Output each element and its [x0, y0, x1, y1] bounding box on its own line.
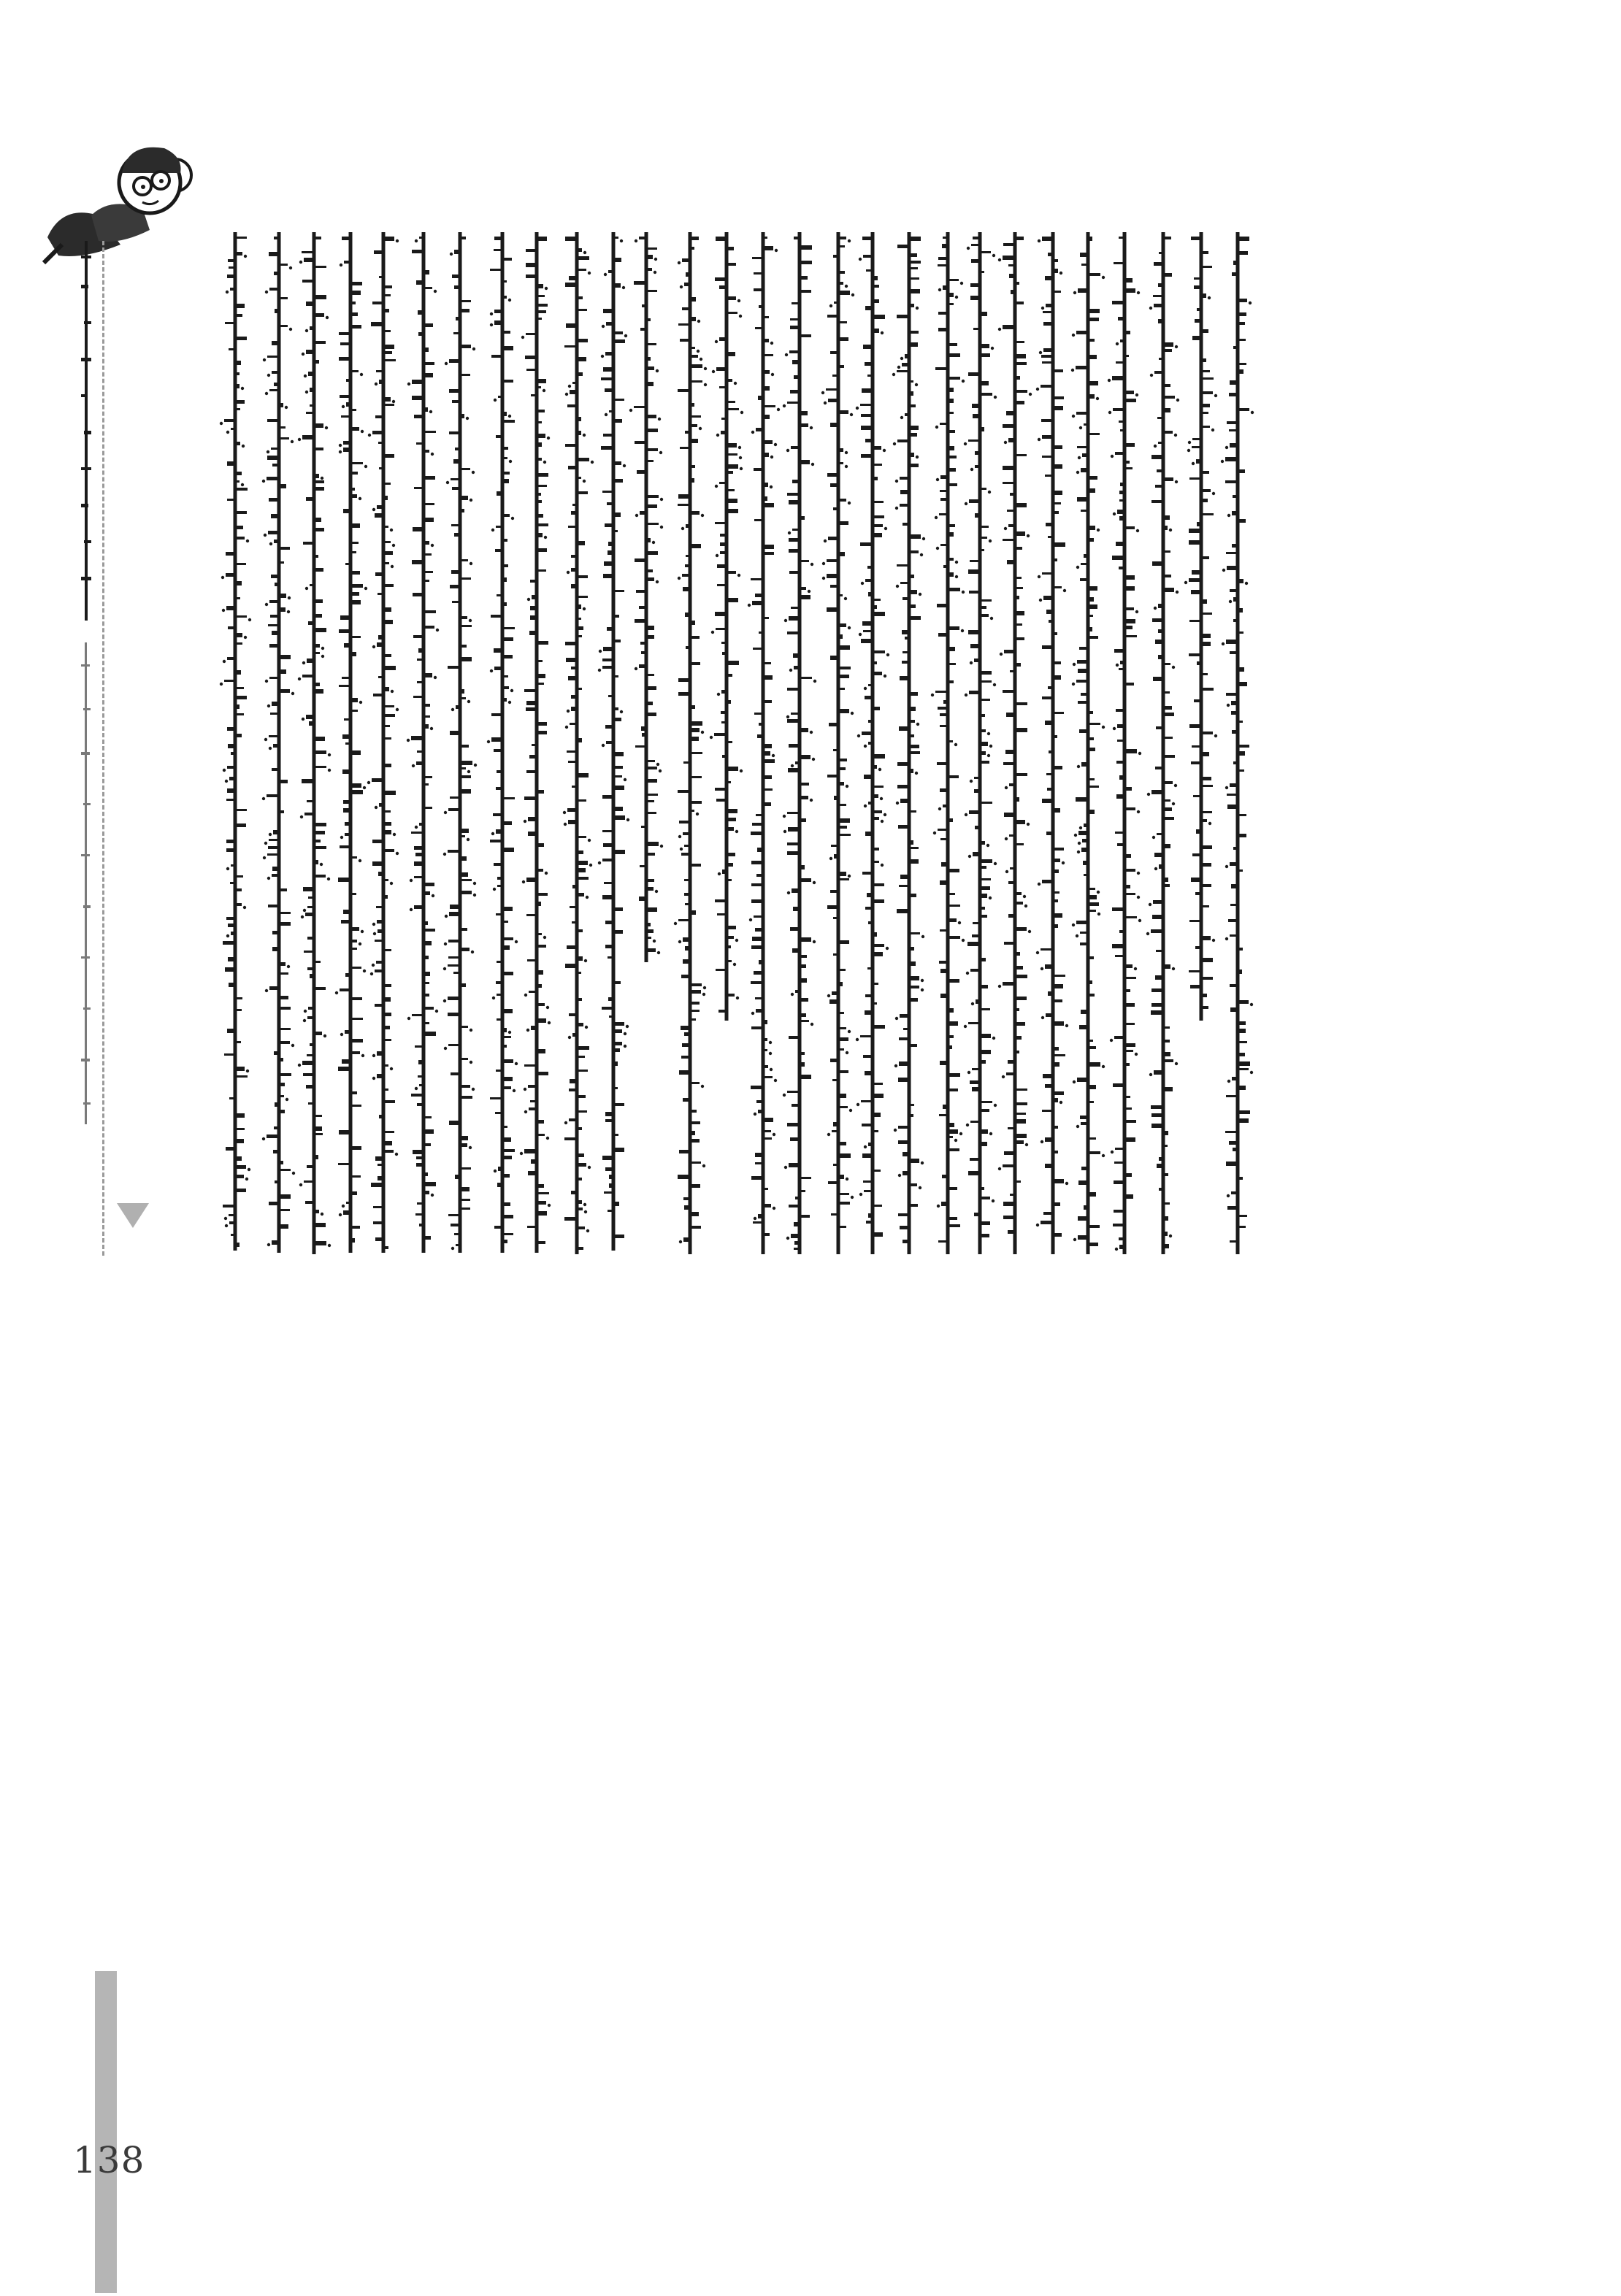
- text-column: [821, 232, 854, 1254]
- text-column: [487, 232, 518, 1253]
- page-number: 138: [73, 2139, 145, 2181]
- text-column: [710, 232, 743, 1021]
- text-column: [783, 232, 816, 1254]
- text-column: [1221, 232, 1254, 1254]
- text-column: [335, 232, 367, 1253]
- text-column: [367, 232, 399, 1253]
- text-column: [998, 232, 1032, 1254]
- text-column: [1146, 232, 1179, 1254]
- text-column: [262, 232, 295, 1253]
- text-column: [1184, 232, 1217, 1021]
- text-column: [407, 232, 439, 1253]
- text-column: [856, 232, 889, 1254]
- text-column: [563, 232, 594, 1254]
- text-column: [748, 232, 780, 1254]
- text-column: [520, 232, 551, 1253]
- text-column: [1108, 232, 1141, 1254]
- text-column: [298, 232, 331, 1254]
- text-column: [1071, 232, 1105, 1254]
- page-edge-tab: [95, 1971, 117, 2293]
- text-column: [892, 232, 925, 1254]
- text-column: [674, 232, 707, 1254]
- text-column: [931, 232, 965, 1254]
- text-column: [629, 232, 663, 962]
- text-column: [443, 232, 477, 1253]
- text-column: [598, 232, 629, 1251]
- text-column: [964, 232, 997, 1254]
- text-column: [220, 232, 251, 1251]
- text-column: [1036, 232, 1068, 1254]
